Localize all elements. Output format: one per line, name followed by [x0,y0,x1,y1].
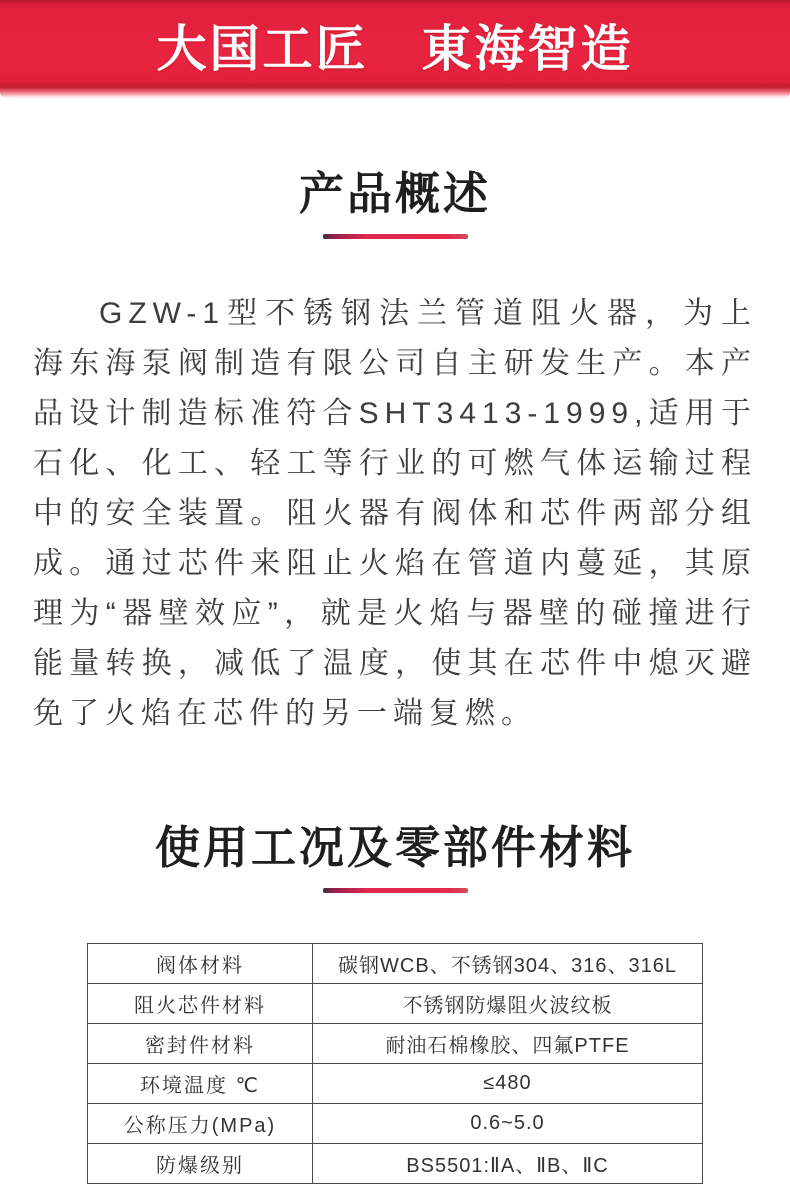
table-row [88,1104,703,1144]
material-value: 0.6~5.0 [313,1104,703,1144]
material-label: 防爆级别 [88,1144,313,1184]
banner-title: 大国工匠 東海智造 [156,20,634,77]
heading-underline [323,234,468,239]
material-label: 环境温度 ℃ [88,1064,313,1104]
overview-paragraph: GZW-1型不锈钢法兰管道阻火器，为上海东海泵阀制造有限公司自主研发生产。本产品设计制造标准符合SHT3413-1999,适用于石化、化工、轻工等行业的可燃气体运输过程中的安全装置。阻火器有阀体和芯件两部分组成。通过芯件来阻止火焰在管道内蔓延，其原理为“器壁效应”，就是火焰与器壁的碰撞进行能量转换，减低了温度，使其在芯件中熄灭避免了火焰在芯件的另一端复燃。 [33,297,757,730]
material-label: 阀体材料 [88,944,313,984]
material-label: 阻火芯件材料 [88,984,313,1024]
table-row [88,944,703,984]
material-value: 不锈钢防爆阻火波纹板 [313,984,703,1024]
material-value: BS5501:ⅡA、ⅡB、ⅡC [313,1144,703,1184]
table-row [88,1144,703,1184]
material-label: 公称压力(MPa) [88,1104,313,1144]
overview-section [0,157,790,739]
table-row [88,1024,703,1064]
overview-heading: 产品概述 [298,168,491,219]
top-banner [0,0,790,99]
materials-heading: 使用工况及零部件材料 [154,822,635,873]
material-value: 耐油石棉橡胶、四氟PTFE [313,1024,703,1064]
table-row [88,984,703,1024]
material-value: ≤480 [313,1064,703,1104]
materials-section [0,811,790,1184]
table-row [88,1064,703,1104]
materials-table-body [88,944,703,1184]
heading-underline [323,888,468,893]
material-value: 碳钢WCB、不锈钢304、316、316L [313,944,703,984]
materials-table [87,943,703,1184]
material-label: 密封件材料 [88,1024,313,1064]
